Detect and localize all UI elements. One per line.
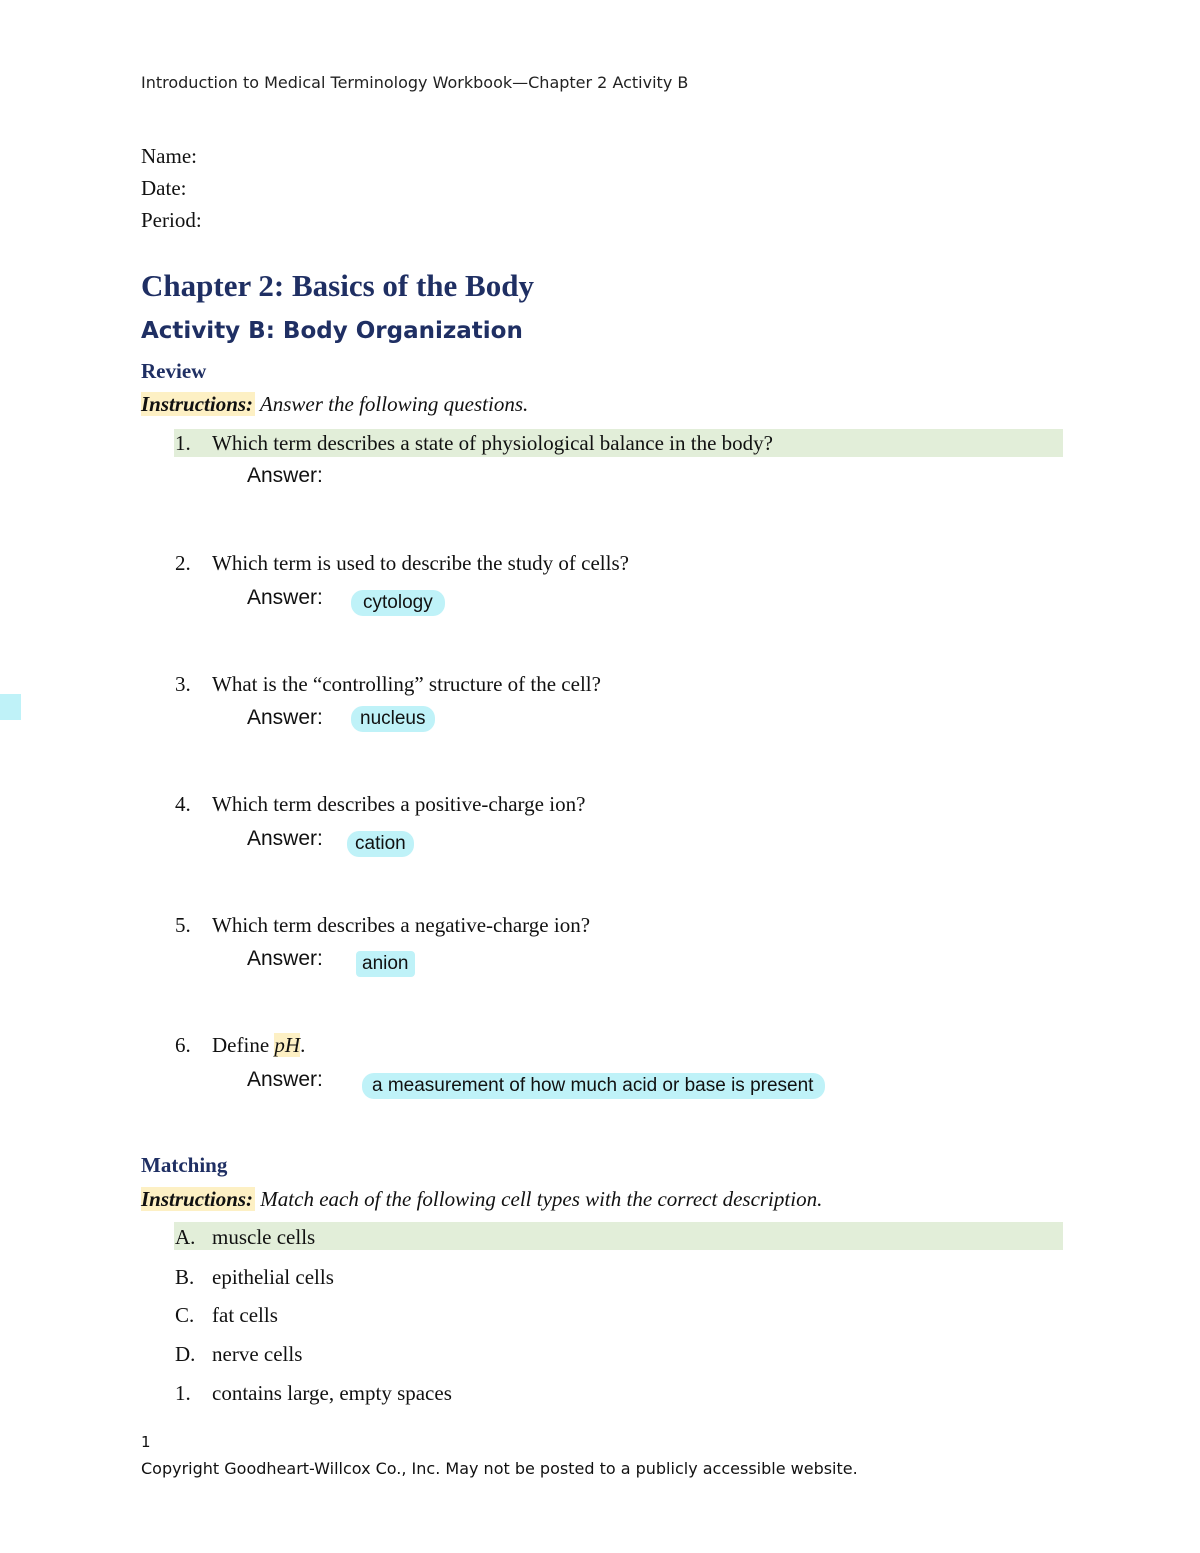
question-1-number: 1.: [175, 431, 191, 455]
name-field-label: Name:: [141, 144, 197, 168]
question-2-text: Which term is used to describe the study of cells?: [212, 551, 629, 575]
question-2-answer: cytology: [351, 590, 445, 616]
option-c-text: fat cells: [212, 1303, 278, 1327]
option-b-text: epithelial cells: [212, 1265, 334, 1289]
question-2-number: 2.: [175, 551, 191, 575]
page-number: 1: [141, 1433, 151, 1451]
question-3-answer-label: Answer:: [247, 706, 323, 729]
matching-instructions-label: Instructions:: [141, 1187, 254, 1211]
description-1-text: contains large, empty spaces: [212, 1381, 452, 1405]
period-field-label: Period:: [141, 208, 202, 232]
margin-highlight-mark: [0, 694, 21, 720]
chapter-title: Chapter 2: Basics of the Body: [141, 268, 534, 303]
question-1-text: Which term describes a state of physiological balance in the body?: [212, 431, 773, 455]
review-instructions: [141, 392, 528, 417]
option-d-text: nerve cells: [212, 1342, 303, 1366]
question-6-number: 6.: [175, 1033, 191, 1057]
question-6-text: [212, 1033, 305, 1058]
option-c-letter: C.: [175, 1303, 195, 1327]
question-5-text: Which term describes a negative-charge ion?: [212, 913, 591, 937]
question-4-answer: cation: [347, 831, 414, 857]
question-3-number: 3.: [175, 672, 191, 696]
description-1-number: 1.: [175, 1381, 191, 1405]
question-4-text: Which term describes a positive-charge ion?: [212, 792, 586, 816]
review-instructions-label: Instructions:: [141, 392, 254, 416]
option-b-letter: B.: [175, 1265, 195, 1289]
question-2-answer-label: Answer:: [247, 586, 323, 609]
matching-instructions-text: Match each of the following cell types with the correct description.: [255, 1187, 823, 1211]
question-4-number: 4.: [175, 792, 191, 816]
question-1-answer-label: Answer:: [247, 464, 323, 487]
option-a-letter: A.: [175, 1225, 196, 1249]
question-6-answer: a measurement of how much acid or base is present: [362, 1073, 825, 1099]
copyright-footer: Copyright Goodheart-Willcox Co., Inc. May not be posted to a publicly accessible website.: [141, 1459, 858, 1478]
option-a-text: muscle cells: [212, 1225, 316, 1249]
question-6-text-suffix: .: [300, 1033, 306, 1057]
question-6-answer-label: Answer:: [247, 1068, 323, 1091]
question-5-answer-label: Answer:: [247, 947, 323, 970]
matching-instructions: [141, 1187, 822, 1212]
activity-title: Activity B: Body Organization: [141, 318, 523, 344]
review-heading: Review: [141, 359, 207, 383]
question-4-answer-label: Answer:: [247, 827, 323, 850]
question-5-number: 5.: [175, 913, 191, 937]
question-6-term: pH: [274, 1033, 301, 1057]
date-field-label: Date:: [141, 176, 187, 200]
question-3-answer: nucleus: [351, 706, 435, 732]
question-5-answer: anion: [356, 951, 415, 977]
question-6-text-prefix: Define: [212, 1033, 275, 1057]
running-header: Introduction to Medical Terminology Workbook—Chapter 2 Activity B: [141, 73, 689, 92]
question-3-text: What is the “controlling” structure of the cell?: [212, 672, 601, 696]
matching-heading: Matching: [141, 1153, 228, 1177]
option-d-letter: D.: [175, 1342, 196, 1366]
review-instructions-text: Answer the following questions.: [255, 392, 529, 416]
